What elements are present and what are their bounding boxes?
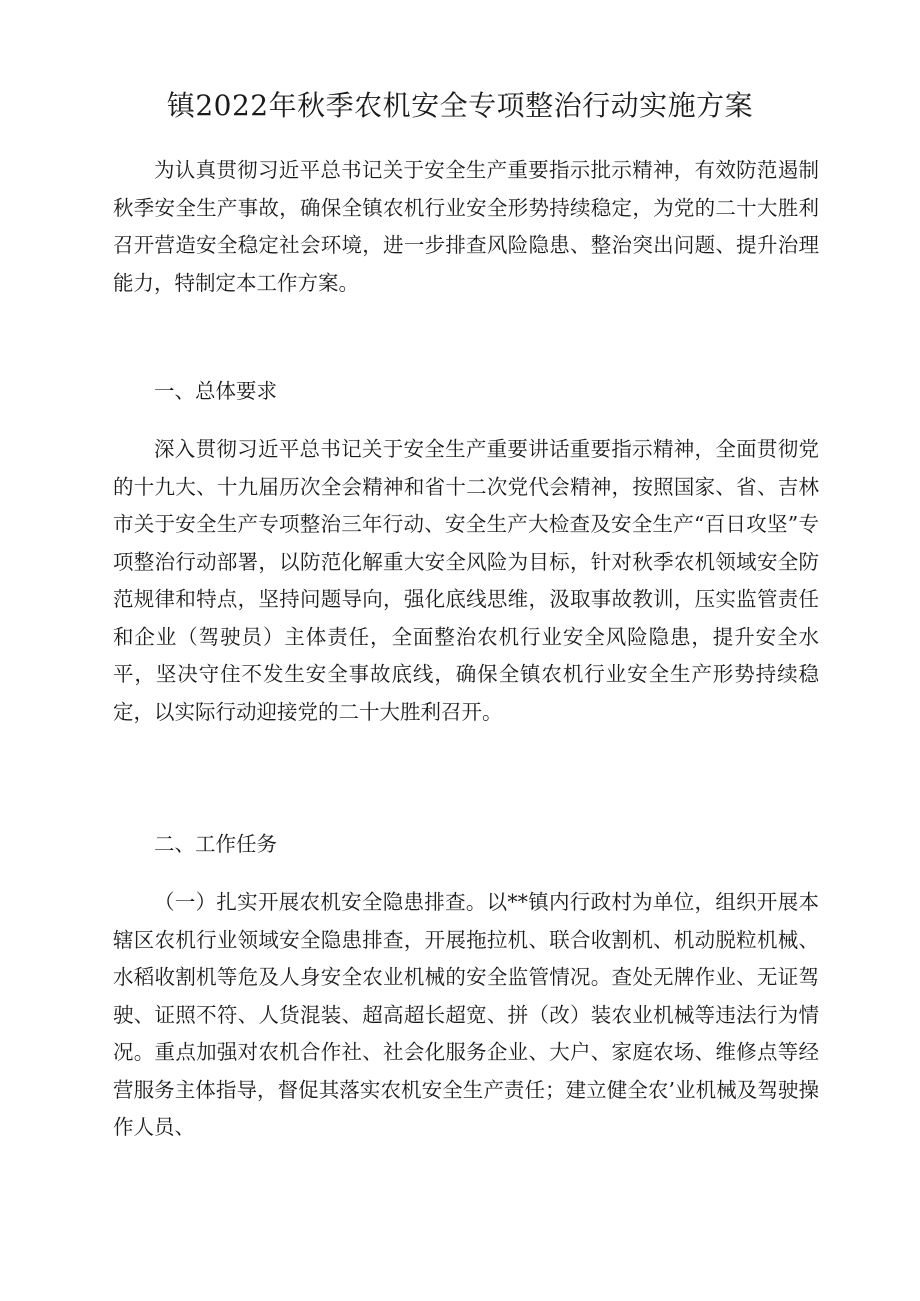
intro-paragraph: 为认真贯彻习近平总书记关于安全生产重要指示批示精神，有效防范遏制秋季安全生产事故，确保全镇农机行业安全形势持续稳定，为党的二十大胜利召开营造安全稳定社会环境，进一步排查风险隐患、整治突出问题、提升治理能力，特制定本工作方案。 <box>113 158 819 295</box>
work-task-item-1-paragraph: （一）扎实开展农机安全隐患排查。以**镇内行政村为单位，组织开展本辖区农机行业领域安全隐患排查，开展拖拉机、联合收割机、机动脱粒机械、水稻收割机等危及人身安全农业机械的安全监管情况。查处无牌作业、无证驾驶、证照不符、人货混装、超高超长超宽、拼（改）装农业机械等违法行为情况。重点加强对农机合作社、社会化服务企业、大户、家庭农场、维修点等经营服务主体指导，督促其落实农机安全生产责任；建立健全农’业机械及驾驶操作人员、 <box>113 890 819 1139</box>
section-heading-general-requirements: 一、总体要求 <box>154 379 277 403</box>
general-requirements-paragraph: 深入贯彻习近平总书记关于安全生产重要讲话重要指示精神，全面贯彻党的十九大、十九届历次全会精神和省十二次党代会精神，按照国家、省、吉林市关于安全生产专项整治三年行动、安全生产大检查及安全生产“百日攻坚”专项整治行动部署，以防范化解重大安全风险为目标，针对秋季农机领域安全防范规律和特点，坚持问题导向，强化底线思维，汲取事故教训，压实监管责任和企业（驾驶员）主体责任，全面整治农机行业安全风险隐患，提升安全水平，坚决守住不发生安全事故底线，确保全镇农机行业安全生产形势持续稳定，以实际行动迎接党的二十大胜利召开。 <box>113 437 819 724</box>
document-title: 镇2022年秋季农机安全专项整治行动实施方案 <box>166 89 754 122</box>
section-heading-work-tasks: 二、工作任务 <box>154 832 277 856</box>
